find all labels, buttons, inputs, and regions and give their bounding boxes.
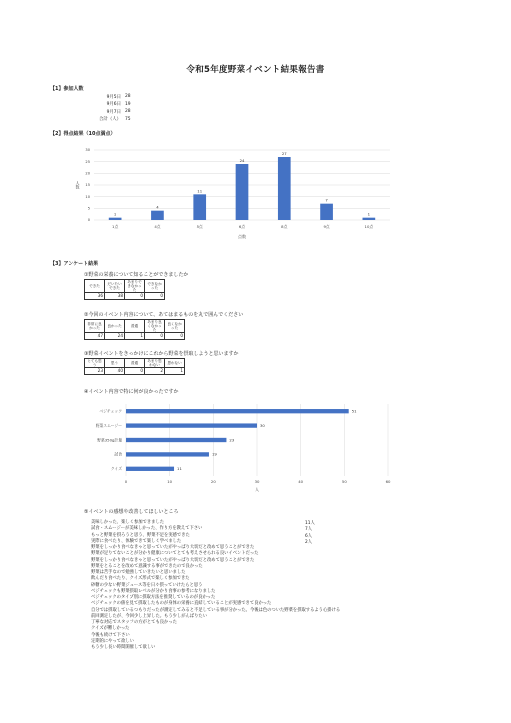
q3-value: 40 <box>105 368 125 375</box>
q2-question: ②今回のイベント内容について、あてはまるものを丸で囲んでください <box>84 312 244 318</box>
x-tick-label: 10 <box>167 479 173 484</box>
x-tick-label: 60 <box>385 479 391 484</box>
attendance-table <box>85 93 155 123</box>
bar <box>363 218 376 220</box>
x-tick-label: 0 <box>124 479 128 484</box>
bar <box>278 157 291 220</box>
q2-header: あまり良くなかった <box>145 320 165 333</box>
y-tick-label: 野菜スムージー <box>95 422 122 428</box>
attendance-row <box>85 93 155 101</box>
comment-count: 7人 <box>305 527 313 533</box>
q1-header: だいたいできた <box>105 280 125 293</box>
x-tick-label: 40 <box>298 479 304 484</box>
comment-item: ベジチェックの値を見て摂取したものが身体の栄養に直結していることが実感できて良かった <box>91 601 272 607</box>
data-label: 11 <box>177 466 182 472</box>
attendance-count: 28 <box>125 94 131 99</box>
x-tick-label: 1点 <box>112 224 119 229</box>
q1-value: 38 <box>105 293 125 300</box>
q1-header: あまりできなかった <box>125 280 145 293</box>
bar <box>126 438 226 442</box>
data-label: 7 <box>325 197 328 203</box>
y-tick-label: 試食 <box>114 451 122 457</box>
q3-table <box>84 358 185 375</box>
x-tick-label: 20 <box>210 479 216 484</box>
bar <box>126 423 257 427</box>
q3-header: 思わない <box>165 359 185 368</box>
comment-item: 野菜は苦手なので勉強していきたいと思いました <box>91 570 186 575</box>
q3-value: 1 <box>165 368 185 375</box>
y-tick-label: 20 <box>85 171 90 176</box>
comment-item: 今後も続けて下さい <box>91 632 130 638</box>
comment-item: 飲んだり食べたり、クイズ形式で楽しく参加できた <box>91 576 190 582</box>
data-label: 51 <box>351 408 357 414</box>
comment-item: 砂糖の少ない野菜ジュース等を日々摂っていけたらと思う <box>91 582 203 588</box>
comment-count: 2人 <box>305 539 313 545</box>
q1-header: できなかった <box>145 280 165 293</box>
comment-count: 6人 <box>305 533 313 539</box>
comment-count: 11人 <box>305 521 315 526</box>
score-chart <box>60 142 400 252</box>
section-4-heading: ④イベント内容で特に何が良かったですか <box>84 389 179 395</box>
q1-question: ①野菜の栄養について知ることができましたか <box>84 272 189 278</box>
q3-header: あまり思わない <box>145 359 165 368</box>
comment-item: 野菜をしっかり食べなきゃと思っていたがやっぱり大切だと改めて思うことができた <box>91 545 255 550</box>
bar <box>320 204 333 220</box>
q3-value: 23 <box>85 368 105 375</box>
y-tick-label: 30 <box>85 148 90 153</box>
comment-item: 野菜をとることを改めて意識する事ができたので良かった <box>91 563 203 569</box>
q3-value: 0 <box>125 368 145 375</box>
data-label: 4 <box>156 204 159 210</box>
y-tick-label: 0 <box>87 218 90 223</box>
y-tick-label: 15 <box>85 183 90 188</box>
comment-item: 野菜をしっかり食べなきゃと思っていたがやっぱり大切だと改めて思うことができた <box>91 557 255 563</box>
q2-table <box>84 319 185 340</box>
data-label: 27 <box>281 151 287 156</box>
attendance-count: 19 <box>125 101 131 107</box>
x-axis-label: 人 <box>255 487 259 492</box>
attendance-row <box>85 108 155 116</box>
section-5-heading: ⑤イベントの感想や改善してほしいところ <box>84 509 179 515</box>
data-label: 24 <box>239 158 245 163</box>
comment-item: もっと野菜を摂ろうと思う、野菜不足を実感できた <box>91 532 190 538</box>
q3-value: 2 <box>145 368 165 375</box>
bar <box>236 164 249 220</box>
comment-item: 試食・スムージーが美味しかった、作り方を教えて下さい <box>91 526 203 532</box>
activity-chart-labels <box>96 409 391 493</box>
comment-item: クイズが難しかった <box>91 626 130 632</box>
q2-header: 非常に良かった <box>85 320 105 333</box>
x-tick-label: 10点 <box>364 224 374 229</box>
comment-item: 定期的にやって欲しい <box>91 638 134 644</box>
attendance-total: 75 <box>125 116 131 122</box>
attendance-row <box>85 101 155 109</box>
attendance-date: 9月6日 <box>106 102 121 108</box>
x-tick-label: 9点 <box>323 224 330 229</box>
y-tick-label: クイズ <box>110 466 122 472</box>
q2-value: 24 <box>105 333 125 340</box>
q1-value: 0 <box>125 293 145 300</box>
activity-chart <box>70 398 400 500</box>
q3-header: 思う <box>105 359 125 368</box>
comment-item: 実際に食べたり、体験できて楽しく学べました <box>91 538 182 544</box>
q2-value: 47 <box>85 333 105 340</box>
x-tick-label: 6点 <box>238 224 246 229</box>
q2-value: 1 <box>125 333 145 340</box>
comment-item: 丁寧な対応でスタッフの方がとても良かった <box>91 620 177 625</box>
section-2-heading: 【2】得点結果（10点満点） <box>50 131 116 137</box>
comment-item: 野菜が足りてないことが分かり健康についてとても考えさせられる良いイベントだった <box>91 551 259 557</box>
bar <box>126 409 349 413</box>
q2-header: 良くなかった <box>165 320 185 333</box>
data-label: 1 <box>113 211 117 217</box>
x-tick-label: 4点 <box>154 224 161 229</box>
q1-value: 36 <box>85 293 105 300</box>
x-tick-label: 50 <box>341 479 347 484</box>
x-tick-label: 5点 <box>196 224 203 229</box>
comment-item: ベジチェックも野菜摂取レベルが分かり食事の参考になりました <box>91 588 216 594</box>
y-tick-label: 野菜350g計量 <box>97 437 122 443</box>
q2-value: 0 <box>145 333 165 340</box>
activity-chart-bars <box>126 409 349 471</box>
data-label: 11 <box>197 188 203 194</box>
q1-header: できた <box>85 280 105 293</box>
attendance-row <box>85 116 155 124</box>
comment-item: ベジチェックのタイプ別に摂取方法を推奨しているのが良かった <box>91 595 216 600</box>
q2-header: 良かった <box>105 320 125 333</box>
section-3-heading: 【3】アンケート結果 <box>50 261 99 267</box>
bar <box>126 467 174 471</box>
y-tick-label: 5 <box>87 206 90 211</box>
comment-item: 美味しかった、楽しく参加できました <box>91 520 165 525</box>
x-axis-label: 点数 <box>238 234 246 239</box>
data-label: 1 <box>367 211 371 217</box>
comment-item: もう少し長い時間開催して欲しい <box>91 645 156 650</box>
y-axis-label: 人数 <box>75 181 81 189</box>
q2-header: 普通 <box>125 320 145 333</box>
q2-value: 0 <box>165 333 185 340</box>
page-title: 令和5年度野菜イベント結果報告書 <box>186 65 325 75</box>
bar <box>126 452 209 456</box>
x-tick-label: 30 <box>254 479 260 484</box>
y-tick-label: 10 <box>85 194 90 199</box>
data-label: 19 <box>211 451 217 457</box>
attendance-total-label: 合計（人） <box>99 117 121 123</box>
data-label: 30 <box>260 422 265 428</box>
q3-header: とても思う <box>85 359 105 368</box>
bar <box>193 194 206 220</box>
comment-item: 前回測定したが、今回少し上昇した。もう少しがんばりたい <box>91 613 208 619</box>
x-tick-label: 8点 <box>281 224 288 229</box>
bar <box>109 218 122 220</box>
attendance-count: 28 <box>125 109 131 115</box>
y-tick-label: ベジチェック <box>99 408 122 414</box>
data-label: 23 <box>229 437 235 443</box>
q1-table <box>84 279 165 300</box>
comment-item: 自分では摂取しているつもりだったが測定してみると不足している事が分かった。今後は色のついた野菜を摂取するよう心掛ける <box>91 607 341 613</box>
y-tick-label: 25 <box>85 159 90 164</box>
section-1-heading: 【1】参加人数 <box>50 86 84 92</box>
attendance-date: 9月5日 <box>106 94 121 100</box>
q1-value: 0 <box>145 293 165 300</box>
score-chart-bars <box>109 157 375 220</box>
bar <box>151 211 164 220</box>
attendance-date: 9月7日 <box>106 109 121 115</box>
q3-header: 普通 <box>125 359 145 368</box>
q3-question: ③野菜イベントをきっかけにこれから野菜を摂取しようと思いますか <box>84 351 239 357</box>
